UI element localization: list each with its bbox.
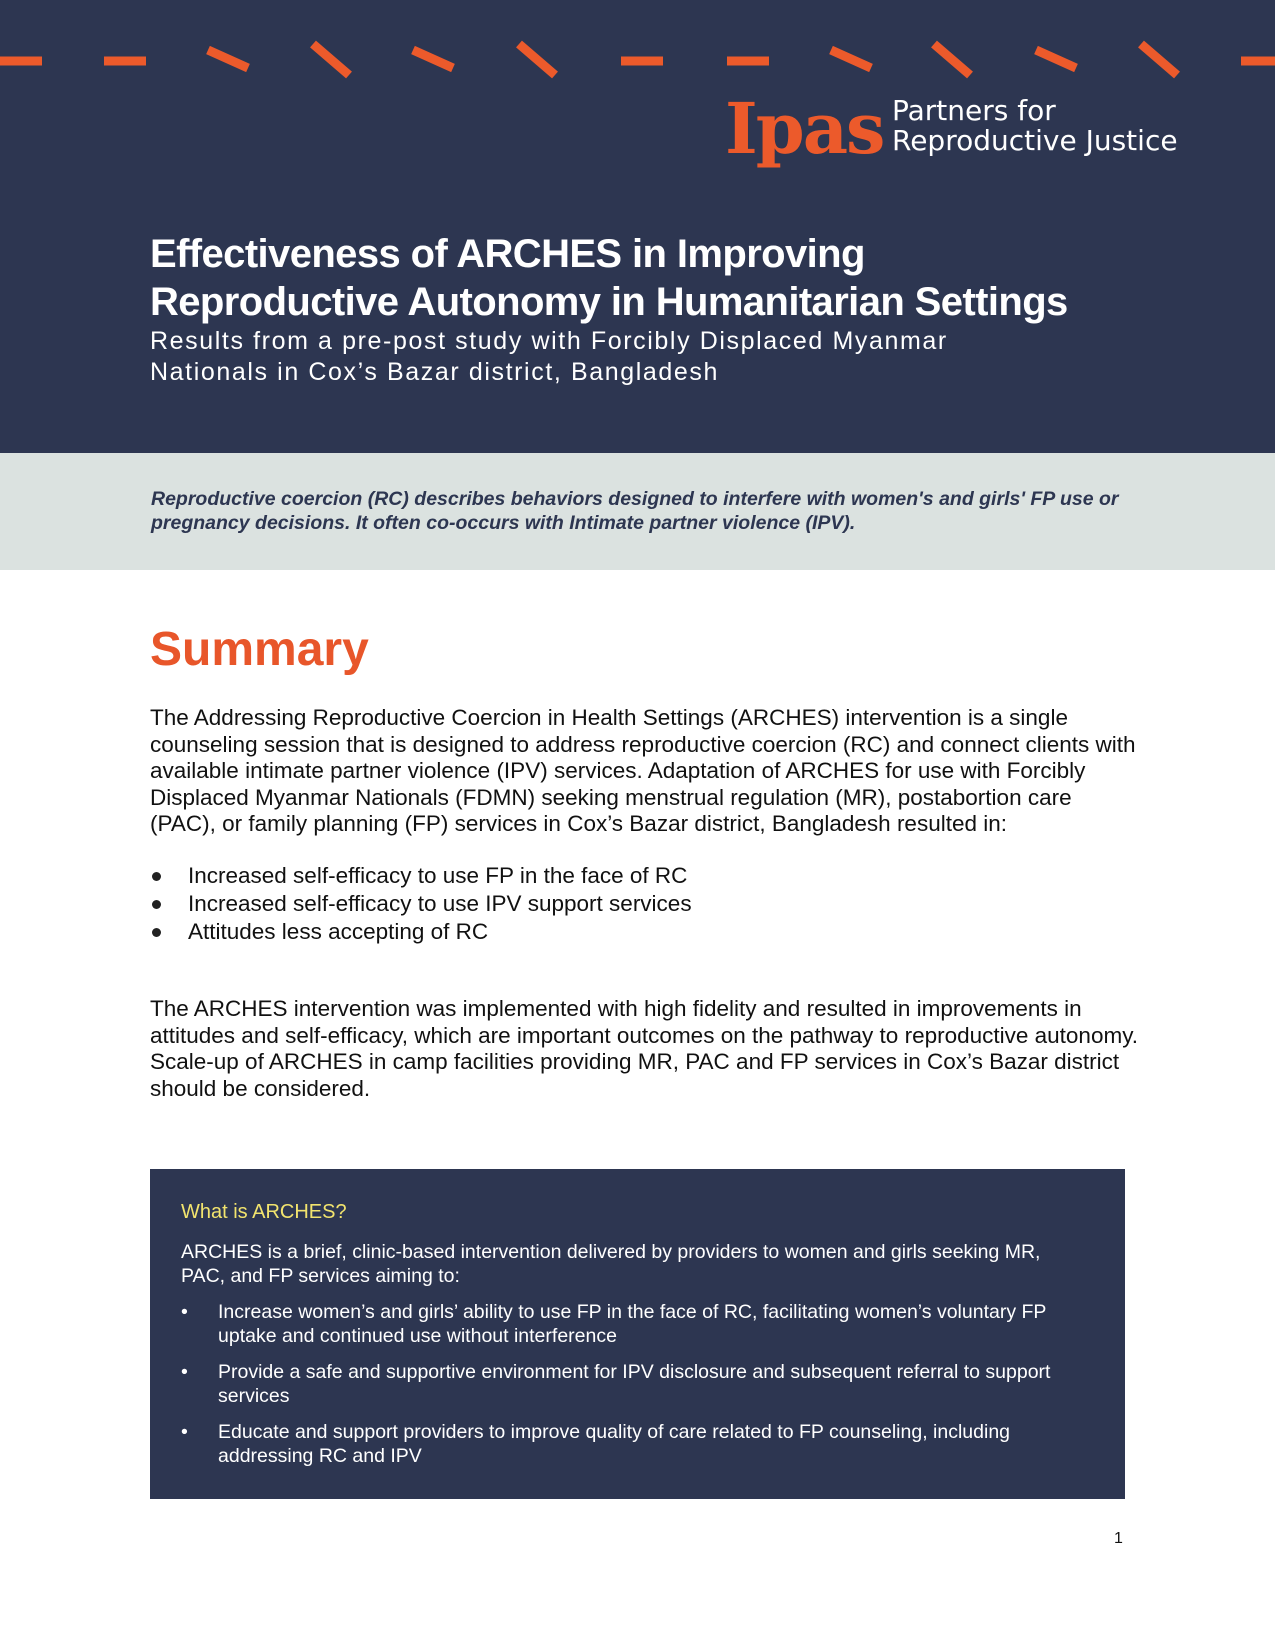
summary-paragraph-1: The Addressing Reproductive Coercion in Health Settings (ARCHES) intervention is a single counseling session that is designed to address reproductive coercion (RC) and connect clients with available intimate partner violence (IPV) services. Adaptation of ARCHES for use with Forcibly Displaced Myanmar Nationals (FDMN) seeking menstrual regulation (MR), postabortion care (PAC), or family planning (FP) services in Cox’s Bazar district, Bangladesh resulted in:: [150, 705, 1136, 836]
logo-tagline-line2: Reproductive Justice: [892, 124, 1178, 157]
title-line1: Effectiveness of ARCHES in Improving: [150, 232, 865, 276]
dash-mark: [831, 50, 871, 68]
logo-tagline-line1: Partners for: [892, 94, 1056, 127]
bullet-icon: •: [181, 1421, 188, 1443]
title-line2: Reproductive Autonomy in Humanitarian Settings: [150, 280, 1068, 324]
dash-mark: [519, 44, 555, 75]
bullet-dot-icon: [152, 928, 161, 937]
summary-paragraph-2: The ARCHES intervention was implemented with high fidelity and resulted in improvements in attitudes and self-efficacy, which are important outcomes on the pathway to reproductive autonomy. Scale-up of ARCHES in camp facilities providing MR, PAC and FP services in Cox’s Bazar district should be considered.: [150, 996, 1139, 1101]
summary-bullet-list: [150, 862, 1140, 946]
dash-mark: [934, 44, 970, 75]
bullet-dot-icon: [152, 872, 161, 881]
summary-bullet: [150, 862, 1140, 890]
dash-mark: [413, 50, 453, 68]
arches-aim-text: Increase women’s and girls’ ability to use FP in the face of RC, facilitating women’s voluntary FP uptake and continued use without interference: [218, 1301, 1047, 1347]
dash-mark: [1141, 44, 1177, 75]
subtitle-line2: Nationals in Cox’s Bazar district, Bangladesh: [150, 358, 720, 386]
subtitle-line1: Results from a pre-post study with Forcibly Displaced Myanmar: [150, 327, 948, 355]
definition-text: Reproductive coercion (RC) describes behaviors designed to interfere with women's and girls' FP use or pregnancy decisions. It often co-occurs with Intimate partner violence (IPV).: [151, 488, 1119, 534]
decorative-dash-pattern: [0, 0, 1275, 100]
dash-mark: [208, 50, 248, 68]
arches-aim-item: [181, 1420, 1091, 1468]
arches-aim-text: Provide a safe and supportive environment for IPV disclosure and subsequent referral to support services: [218, 1361, 1051, 1407]
bullet-icon: •: [181, 1361, 188, 1383]
dash-mark: [313, 44, 349, 75]
arches-box-intro: ARCHES is a brief, clinic-based intervention delivered by providers to women and girls seeking MR, PAC, and FP services aiming to:: [181, 1241, 1041, 1287]
definition-band: [0, 453, 1275, 570]
document-subtitle: [150, 326, 1150, 388]
summary-bullet-text: Increased self-efficacy to use FP in the face of RC: [188, 863, 688, 888]
what-is-arches-box: [150, 1169, 1125, 1499]
summary-bullet: [150, 890, 1140, 918]
arches-box-heading: What is ARCHES?: [181, 1201, 347, 1223]
logo-wordmark: Ipas: [725, 87, 884, 170]
arches-aims-list: [181, 1300, 1091, 1480]
bullet-icon: •: [181, 1301, 188, 1323]
header-banner: [0, 0, 1275, 453]
summary-heading: Summary: [150, 623, 369, 676]
dash-mark: [1036, 50, 1076, 68]
arches-aim-text: Educate and support providers to improve quality of care related to FP counseling, including addressing RC and IPV: [218, 1421, 1011, 1467]
logo-tagline: [892, 96, 1192, 156]
summary-bullet: [150, 918, 1140, 946]
page-number: 1: [1114, 1530, 1123, 1547]
arches-aim-item: [181, 1360, 1091, 1408]
bullet-dot-icon: [152, 900, 161, 909]
arches-aim-item: [181, 1300, 1091, 1348]
summary-bullet-text: Attitudes less accepting of RC: [188, 919, 489, 944]
summary-bullet-text: Increased self-efficacy to use IPV support services: [188, 891, 692, 916]
document-title: [150, 230, 1150, 326]
